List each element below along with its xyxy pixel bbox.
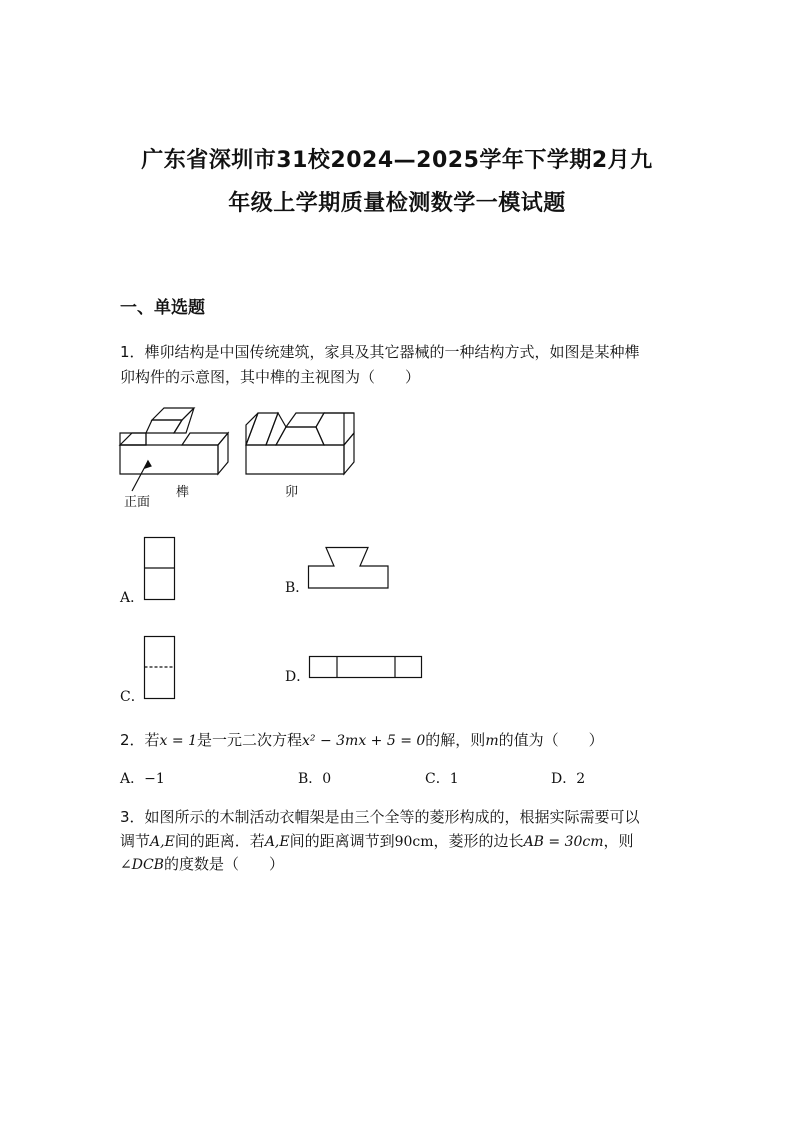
document-title-line1: 广东省深圳市31校2024—2025学年下学期2月九: [141, 148, 653, 173]
q2-option-b[interactable]: B．0: [298, 771, 332, 787]
q3-l2-mid3: ，菱形的边长: [433, 832, 524, 850]
document-title-line2: 年级上学期质量检测数学一模试题: [228, 191, 566, 216]
q1-option-c-label[interactable]: C．: [120, 689, 145, 705]
q3-l2-mid: 间的距离．若: [174, 832, 265, 850]
q1-option-d-figure: [309, 656, 425, 680]
q2-line: [120, 729, 604, 752]
q2-option-c[interactable]: C．1: [425, 771, 459, 787]
q3-ae-1: A,E: [150, 834, 175, 850]
mortise-drawing: [246, 413, 354, 474]
q1-option-a-label[interactable]: A．: [120, 590, 145, 606]
q2-option-a[interactable]: A．−1: [120, 771, 165, 787]
q3-l3-end: 的度数是（ ）: [163, 855, 284, 873]
front-label: 正面: [124, 495, 151, 510]
q3-text-line2: [120, 830, 634, 853]
q2-x-equation: x = 1: [159, 733, 197, 749]
q1-option-b-label[interactable]: B．: [285, 580, 310, 596]
section-heading: 一、单选题: [120, 298, 205, 318]
q1-option-b-figure: [308, 547, 390, 591]
q3-side-length: AB = 30cm: [523, 834, 604, 850]
q1-option-d-label[interactable]: D．: [285, 669, 311, 685]
q1-text-line1: 1．榫卯结构是中国传统建筑，家具及其它器械的一种结构方式，如图是某种榫: [120, 343, 640, 361]
q3-l2-mid2: 间的距离调节到: [289, 832, 395, 850]
q1-option-a-figure: [144, 537, 176, 601]
q1-text-line2: 卯构件的示意图，其中榫的主视图为（ ）: [120, 368, 421, 386]
q3-l2-end: ，则: [603, 832, 634, 850]
tenon-label: 榫: [176, 485, 190, 500]
q2-m: m: [485, 733, 499, 749]
q3-l2-pre: 调节: [120, 832, 151, 850]
q1-option-c-figure: [144, 636, 176, 700]
q2-number: 2．若: [120, 731, 160, 749]
q2-text2: 是一元二次方程: [196, 731, 302, 749]
tenon-drawing: [120, 408, 228, 491]
q3-angle: ∠DCB: [120, 857, 164, 873]
q3-distance: 90cm: [394, 834, 434, 850]
q3-text-line1: 3．如图所示的木制活动衣帽架是由三个全等的菱形构成的，根据实际需要可以: [120, 808, 640, 826]
q2-text4: 的值为（ ）: [498, 731, 604, 749]
q2-option-d[interactable]: D．2: [551, 771, 586, 787]
mortise-label: 卯: [285, 485, 299, 500]
q3-ae-2: A,E: [264, 834, 290, 850]
q2-text3: 的解，则: [425, 731, 486, 749]
q3-text-line3: [120, 853, 284, 876]
q2-quadratic: x² − 3mx + 5 = 0: [302, 733, 426, 749]
